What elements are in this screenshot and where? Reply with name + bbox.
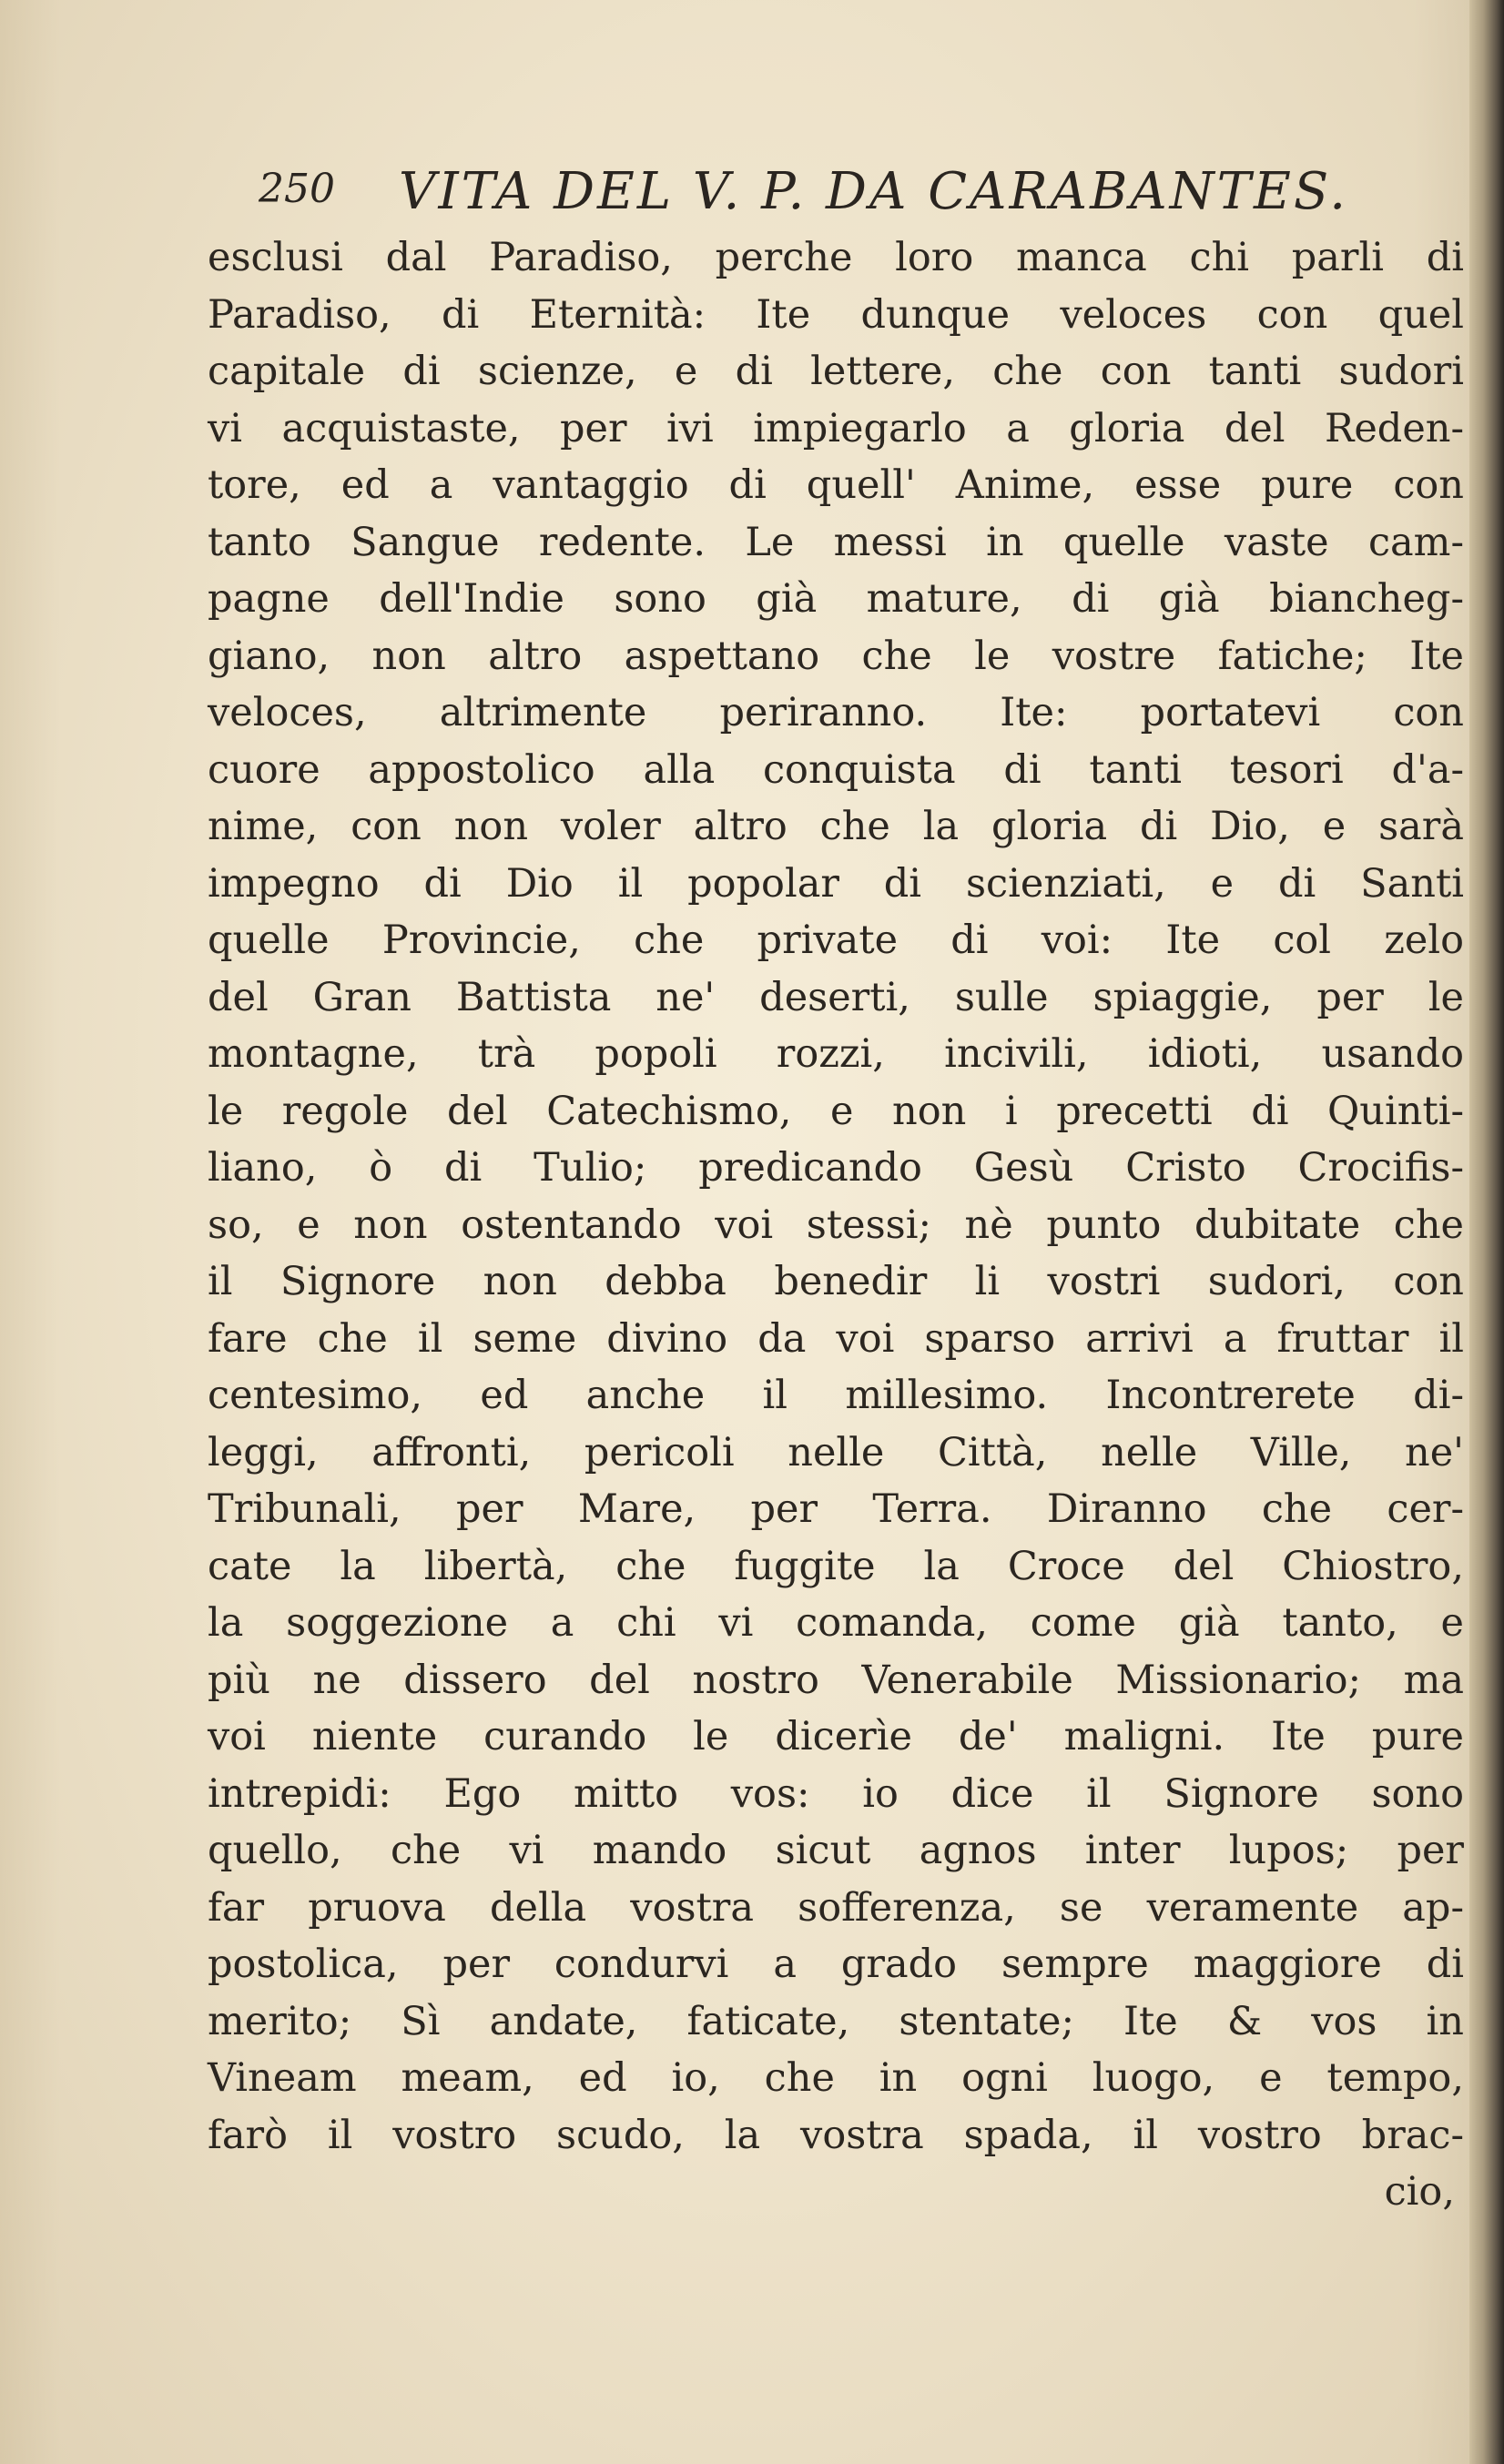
text-line: postolica, per condurvi a grado sempre maggiore di [208,1942,1464,1987]
text-line: nime, con non voler altro che la gloria di Dio, e sarà [208,804,1464,849]
text-line: far pruova della vostra sofferenza, se veramente ap- [208,1884,1464,1931]
catchword-line [208,2164,1464,2221]
text-line: del Gran Battista ne' deserti, sulle spiaggie, per le [208,974,1464,1020]
text-line: quelle Provincie, che private di voi: Ite col zelo [208,918,1464,963]
text-line: tanto Sangue redente. Le messi in quelle vaste cam- [208,519,1464,565]
text-line: leggi, affronti, pericoli nelle Città, nelle Ville, ne' [208,1429,1464,1475]
text-line: più ne dissero del nostro Venerabile Missionario; ma [208,1657,1464,1703]
text-line: merito; Sì andate, faticate, stentate; Ite & vos in [208,1998,1464,2044]
text-line: Tribunali, per Mare, per Terra. Diranno che cer- [208,1486,1464,1532]
page-header [244,162,1455,228]
text-line: capitale di scienze, e di lettere, che con tanti sudori [208,349,1464,394]
text-line: esclusi dal Paradiso, perche loro manca chi parli di [208,235,1464,280]
text-line: cate la libertà, che fuggite la Croce del Chiostro, [208,1543,1464,1589]
text-line: le regole del Catechismo, e non i precetti di Quinti- [208,1088,1464,1134]
text-line: tore, ed a vantaggio di quell' Anime, esse pure con [208,462,1464,508]
text-line: giano, non altro aspettano che le vostre fatiche; Ite [208,633,1464,679]
body-text [208,229,1464,2221]
text-line: pagne dell'Indie sono già mature, di già biancheg- [208,576,1464,622]
text-line: Vineam meam, ed io, che in ogni luogo, e tempo, [208,2055,1464,2101]
text-line: liano, ò di Tulio; predicando Gesù Cristo Crocifis- [208,1145,1464,1191]
text-line: montagne, trà popoli rozzi, incivili, idioti, usando [208,1031,1464,1077]
text-line: intrepidi: Ego mitto vos: io dice il Signore sono [208,1770,1464,1817]
text-line: impegno di Dio il popolar di scienziati, e di Santi [208,860,1464,907]
text-line: Paradiso, di Eternità: Ite dunque veloces con quel [208,291,1464,338]
text-line: centesimo, ed anche il millesimo. Incontrerete di- [208,1373,1464,1418]
text-line: la soggezione a chi vi comanda, come già tanto, e [208,1600,1464,1646]
page-number: 250 [259,166,335,212]
text-line: quello, che vi mando sicut agnos inter lupos; per [208,1828,1464,1873]
text-line: fare che il seme divino da voi sparso arrivi a fruttar il [208,1315,1464,1362]
text-line: veloces, altrimente periranno. Ite: portatevi con [208,690,1464,735]
text-line: il Signore non debba benedir li vostri sudori, con [208,1259,1464,1304]
text-line: farò il vostro scudo, la vostra spada, il vostro brac- [208,2112,1464,2158]
text-line: voi niente curando le dicerìe de' maligni. Ite pure [208,1714,1464,1759]
page-edge-shadow [1469,0,1504,2464]
text-line: cuore appostolico alla conquista di tanti tesori d'a- [208,746,1464,793]
running-title: VITA DEL V. P. DA CARABANTES. [399,162,1349,221]
catchword: cio, [1384,2169,1455,2215]
text-line: so, e non ostentando voi stessi; nè punto dubitate che [208,1202,1464,1248]
text-line: vi acquistaste, per ivi impiegarlo a gloria del Reden- [208,405,1464,451]
